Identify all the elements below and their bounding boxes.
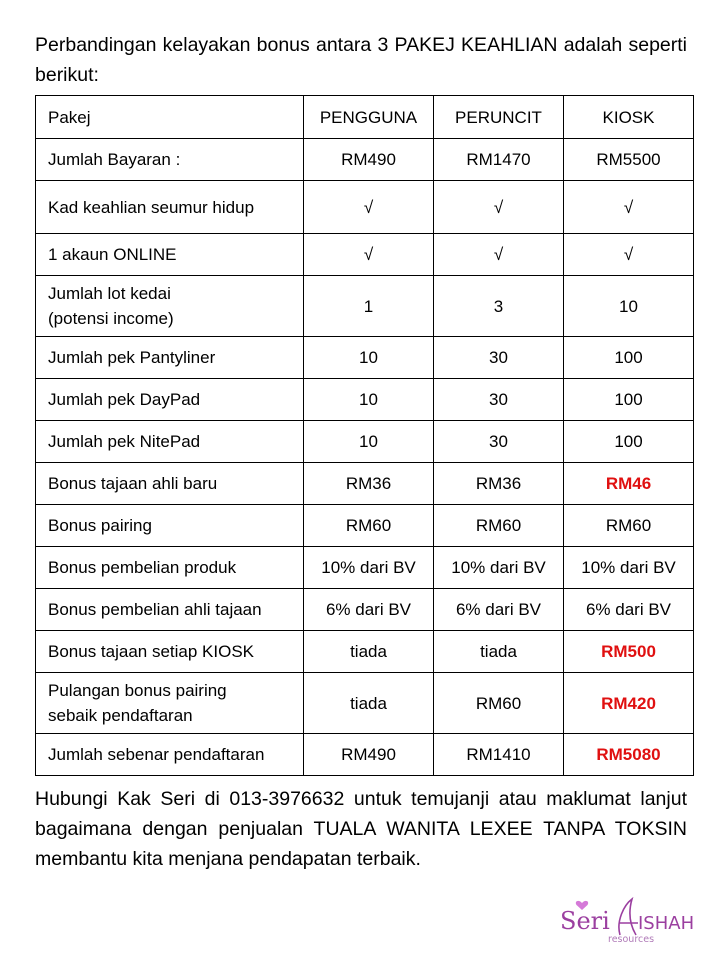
table-cell: RM1470 xyxy=(434,139,564,181)
highlighted-cell: RM420 xyxy=(564,673,694,734)
table-row xyxy=(36,589,694,631)
check-mark: √ xyxy=(564,181,694,234)
table-cell: 6% dari BV xyxy=(434,589,564,631)
table-cell: 3 xyxy=(434,276,564,337)
table-cell: 10 xyxy=(304,421,434,463)
check-mark: √ xyxy=(564,234,694,276)
table-row xyxy=(36,276,694,337)
row-label-line: (potensi income) xyxy=(48,309,174,328)
table-row xyxy=(36,547,694,589)
table-cell: 30 xyxy=(434,379,564,421)
row-label: Bonus tajaan ahli baru xyxy=(36,463,304,505)
table-cell: 10 xyxy=(304,379,434,421)
table-row xyxy=(36,234,694,276)
logo-text-left: Seri xyxy=(560,907,610,935)
table-cell: tiada xyxy=(304,673,434,734)
row-label: 1 akaun ONLINE xyxy=(36,234,304,276)
row-label-line: Pulangan bonus pairing xyxy=(48,681,227,700)
contact-paragraph: Hubungi Kak Seri di 013-3976632 untuk temujanji atau maklumat lanjut bagaimana dengan penjualan TUALA WANITA LEXEE TANPA TOKSIN membantu kita menjana pendapatan terbaik. xyxy=(35,788,687,870)
row-label: Jumlah pek DayPad xyxy=(36,379,304,421)
row-label xyxy=(36,276,304,337)
table-row xyxy=(36,181,694,234)
row-label: Jumlah Bayaran : xyxy=(36,139,304,181)
highlighted-cell: RM500 xyxy=(564,631,694,673)
header-cell-peruncit: PERUNCIT xyxy=(434,96,564,139)
table-cell: 30 xyxy=(434,337,564,379)
check-mark: √ xyxy=(304,234,434,276)
table-row xyxy=(36,421,694,463)
table-cell: 10 xyxy=(304,337,434,379)
table-row xyxy=(36,734,694,776)
table-cell: 10% dari BV xyxy=(564,547,694,589)
row-label: Bonus pembelian ahli tajaan xyxy=(36,589,304,631)
table-cell: 100 xyxy=(564,337,694,379)
row-label: Bonus pembelian produk xyxy=(36,547,304,589)
table-row xyxy=(36,139,694,181)
row-label xyxy=(36,673,304,734)
seri-aishah-logo xyxy=(558,893,698,945)
table-cell: RM60 xyxy=(564,505,694,547)
table-cell: RM1410 xyxy=(434,734,564,776)
table-cell: 6% dari BV xyxy=(304,589,434,631)
table-cell: RM490 xyxy=(304,139,434,181)
highlighted-cell: RM46 xyxy=(564,463,694,505)
row-label: Jumlah pek Pantyliner xyxy=(36,337,304,379)
header-cell-pengguna: PENGGUNA xyxy=(304,96,434,139)
table-row xyxy=(36,337,694,379)
row-label-line: Jumlah lot kedai xyxy=(48,284,171,303)
intro-paragraph: Perbandingan kelayakan bonus antara 3 PAKEJ KEAHLIAN adalah seperti berikut: xyxy=(35,34,687,86)
table-header-row xyxy=(36,96,694,139)
table-cell: RM36 xyxy=(304,463,434,505)
logo-subtitle: resources xyxy=(608,934,655,945)
header-cell-package: Pakej xyxy=(36,96,304,139)
table-row xyxy=(36,505,694,547)
check-mark: √ xyxy=(434,181,564,234)
table-cell: RM60 xyxy=(434,505,564,547)
table-cell: RM490 xyxy=(304,734,434,776)
table-cell: 6% dari BV xyxy=(564,589,694,631)
table-cell: tiada xyxy=(434,631,564,673)
package-comparison-table xyxy=(35,95,694,776)
table-cell: 10% dari BV xyxy=(434,547,564,589)
table-row xyxy=(36,379,694,421)
table-cell: RM36 xyxy=(434,463,564,505)
row-label: Kad keahlian seumur hidup xyxy=(36,181,304,234)
table-cell: 10 xyxy=(564,276,694,337)
table-row xyxy=(36,463,694,505)
table-cell: tiada xyxy=(304,631,434,673)
logo-script-a xyxy=(619,899,638,935)
row-label: Jumlah pek NitePad xyxy=(36,421,304,463)
table-cell: 30 xyxy=(434,421,564,463)
table-cell: 100 xyxy=(564,379,694,421)
table-cell: RM60 xyxy=(434,673,564,734)
table-row xyxy=(36,631,694,673)
table-cell: 10% dari BV xyxy=(304,547,434,589)
table-cell: RM60 xyxy=(304,505,434,547)
table-row xyxy=(36,673,694,734)
row-label: Bonus pairing xyxy=(36,505,304,547)
table-cell: 100 xyxy=(564,421,694,463)
row-label: Bonus tajaan setiap KIOSK xyxy=(36,631,304,673)
row-label: Jumlah sebenar pendaftaran xyxy=(36,734,304,776)
logo-text-right: ISHAH xyxy=(638,913,695,934)
table-cell: 1 xyxy=(304,276,434,337)
header-cell-kiosk: KIOSK xyxy=(564,96,694,139)
row-label-line: sebaik pendaftaran xyxy=(48,706,193,725)
check-mark: √ xyxy=(434,234,564,276)
check-mark: √ xyxy=(304,181,434,234)
table-cell: RM5500 xyxy=(564,139,694,181)
highlighted-cell: RM5080 xyxy=(564,734,694,776)
